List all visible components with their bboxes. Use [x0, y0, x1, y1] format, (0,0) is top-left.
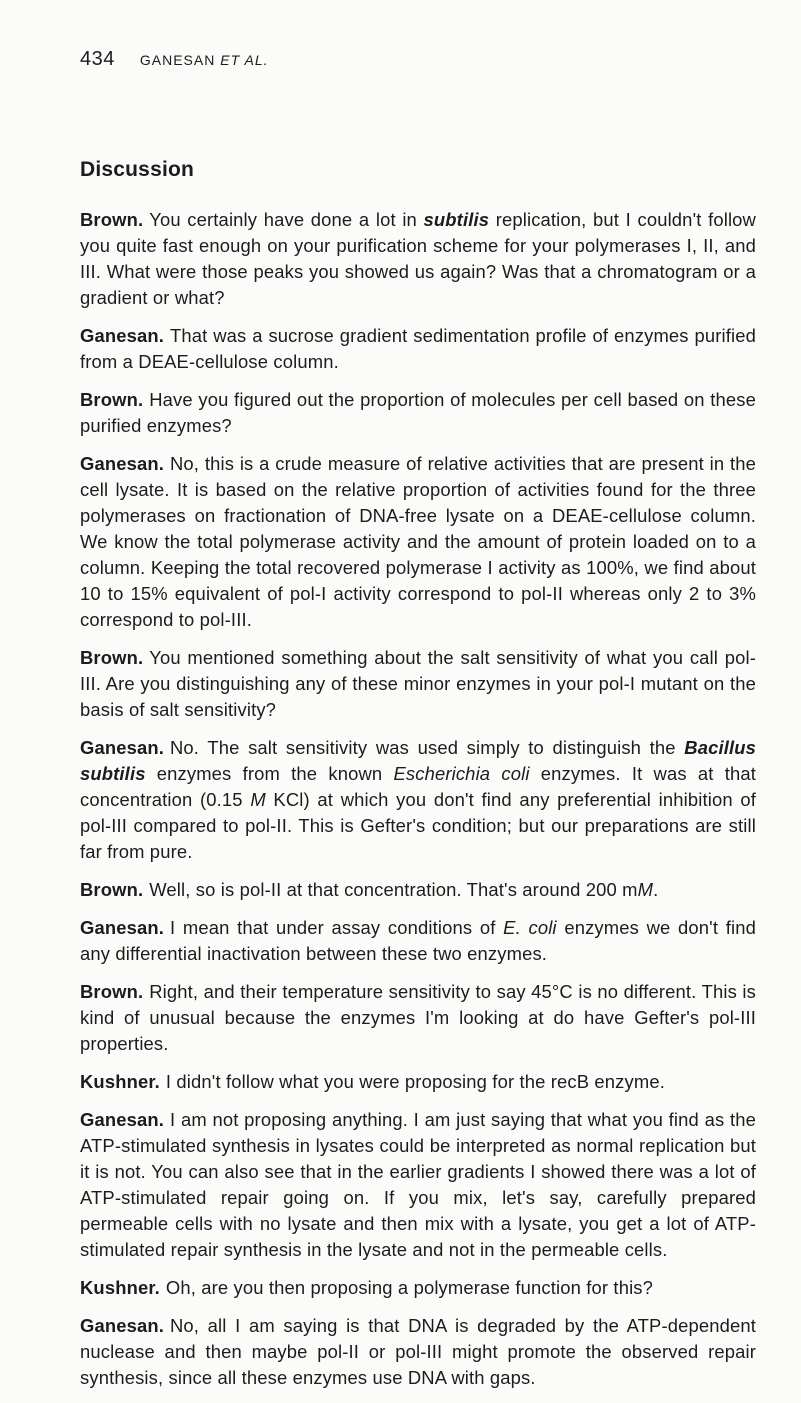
- speaker-name: Brown.: [80, 981, 144, 1002]
- utterance-text: enzymes. It was at that concentration (0.15: [80, 763, 756, 810]
- utterance-text: KCl) at which you don't find any preferential inhibition of pol-III compared to pol-II. This is Gefter's condition; but our preparations are still far from pure.: [80, 789, 756, 862]
- speaker-name: Brown.: [80, 209, 144, 230]
- running-title-authors: GANESAN: [139, 52, 221, 68]
- italic-term: E. coli: [503, 917, 557, 938]
- discussion-turn: [80, 735, 756, 865]
- utterance-text: replication, but I couldn't follow you quite fast enough on your purification scheme for your polymerases I, II, and III. What were those peaks you showed us again? Was that a chromatogram or a gradient or what?: [80, 209, 756, 308]
- italic-term: M: [250, 789, 266, 810]
- speaker-name: Ganesan.: [80, 1109, 164, 1130]
- italic-term: M: [637, 879, 654, 900]
- speaker-name: Ganesan.: [80, 1315, 164, 1336]
- utterance-text: Well, so is pol-II at that concentration. That's around 200 m: [149, 879, 638, 900]
- utterance-text: No, this is a crude measure of relative activities that are present in the cell lysate. It is based on the relative proportion of activities found for the three polymerases on fractionation of DNA-free lysate on a DEAE-cellulose column. We know the total polymerase activity and the amount of protein loaded on to a column. Keeping the total recovered polymerase I activity as 100%, we find about 10 to 15% equivalent of pol-I activity correspond to pol-II whereas only 2 to 3% correspond to pol-III.: [80, 453, 756, 630]
- speaker-name: Brown.: [80, 647, 144, 668]
- italic-term: subtilis: [423, 209, 490, 230]
- discussion-turn: [80, 915, 756, 967]
- discussion-turn: [80, 323, 756, 375]
- utterance-text: enzymes from the known: [145, 763, 394, 784]
- running-head: [80, 48, 740, 71]
- running-title: [140, 52, 269, 68]
- utterance-text: Have you figured out the proportion of molecules per cell based on these purified enzymes?: [80, 389, 756, 436]
- utterance-text: No, all I am saying is that DNA is degraded by the ATP-dependent nuclease and then maybe pol-II or pol-III might promote the observed repair synthesis, since all these enzymes use DNA with gaps.: [80, 1315, 756, 1388]
- utterance-text: .: [653, 879, 659, 900]
- discussion-turn: [80, 207, 756, 311]
- discussion-turn: [80, 1275, 756, 1301]
- speaker-name: Kushner.: [80, 1071, 160, 1092]
- speaker-name: Ganesan.: [80, 737, 164, 758]
- utterance-text: That was a sucrose gradient sedimentation profile of enzymes purified from a DEAE-cellulose column.: [80, 325, 756, 372]
- discussion-turn: [80, 1107, 756, 1263]
- speaker-name: Ganesan.: [80, 325, 164, 346]
- utterance-text: enzymes we don't find any differential inactivation between these two enzymes.: [80, 917, 756, 964]
- section-title: Discussion: [80, 158, 195, 181]
- utterance-text: I didn't follow what you were proposing for the recB enzyme.: [165, 1071, 665, 1092]
- italic-term: Bacillus subtilis: [80, 737, 756, 784]
- discussion-turn: [80, 877, 756, 903]
- discussion-turn: [80, 1313, 756, 1391]
- utterance-text: No. The salt sensitivity was used simply to distinguish the: [170, 737, 685, 758]
- italic-term: Escherichia coli: [393, 763, 530, 784]
- speaker-name: Brown.: [80, 389, 144, 410]
- speaker-name: Ganesan.: [80, 917, 164, 938]
- speaker-name: Kushner.: [80, 1277, 160, 1298]
- utterance-text: I am not proposing anything. I am just saying that what you find as the ATP-stimulated synthesis in lysates could be interpreted as normal replication but it is not. You can also see that in the earlier gradients I showed there was a lot of ATP-stimulated repair going on. If you mix, let's say, carefully prepared permeable cells with no lysate and then mix with a lysate, you get a lot of ATP-stimulated repair synthesis in the lysate and not in the permeable cells.: [80, 1109, 756, 1260]
- utterance-text: You certainly have done a lot in: [149, 209, 424, 230]
- discussion-turn: [80, 645, 756, 723]
- discussion-turn: [80, 979, 756, 1057]
- utterance-text: Oh, are you then proposing a polymerase function for this?: [165, 1277, 654, 1298]
- discussion-turn: [80, 451, 756, 633]
- discussion-turn: [80, 1069, 756, 1095]
- utterance-text: Right, and their temperature sensitivity to say 45°C is no different. This is kind of unusual because the enzymes I'm looking at do have Gefter's pol-III properties.: [80, 981, 756, 1054]
- speaker-name: Ganesan.: [80, 453, 164, 474]
- discussion-turn: [80, 387, 756, 439]
- discussion-transcript: [80, 207, 756, 1403]
- utterance-text: I mean that under assay conditions of: [170, 917, 504, 938]
- page-number: 434: [80, 48, 115, 70]
- speaker-name: Brown.: [80, 879, 144, 900]
- utterance-text: You mentioned something about the salt sensitivity of what you call pol-III. Are you distinguishing any of these minor enzymes in your pol-I mutant on the basis of salt sensitivity?: [80, 647, 756, 720]
- running-title-etal: ET AL.: [220, 52, 269, 68]
